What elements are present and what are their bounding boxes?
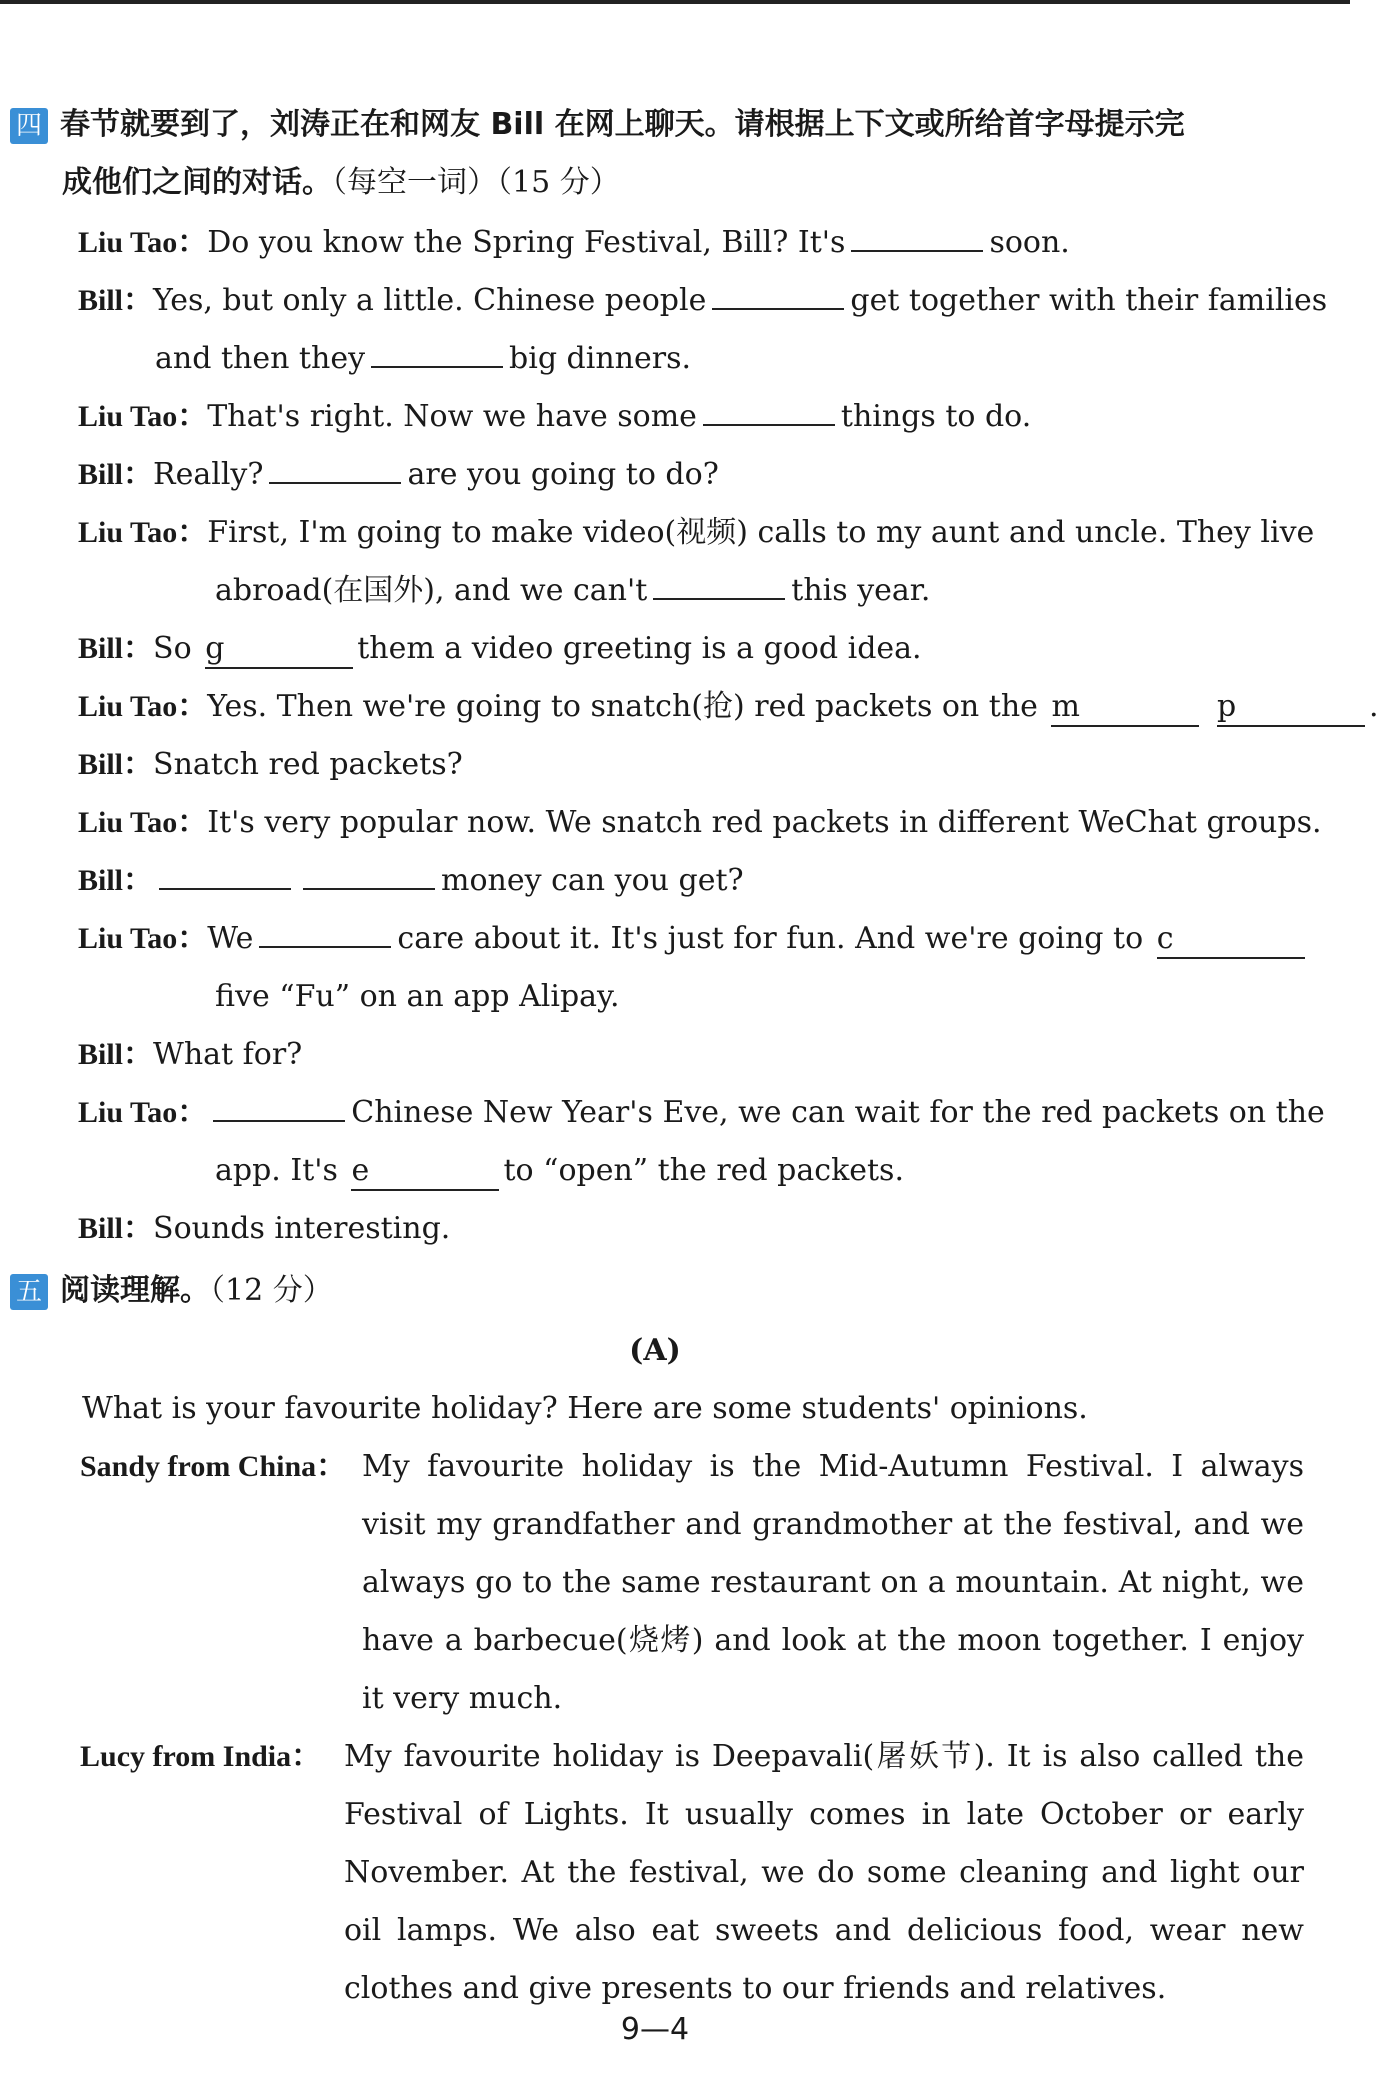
- dialogue-text: abroad(在国外), and we can't: [215, 573, 648, 608]
- dialogue-text: get together with their families: [850, 283, 1328, 318]
- speaker-liutao: Liu Tao：: [78, 806, 208, 839]
- answer-blank-11[interactable]: [303, 854, 435, 890]
- dialogue-line-1: [78, 214, 1310, 272]
- dialogue-text: big dinners.: [509, 341, 692, 376]
- answer-blank-12[interactable]: [259, 912, 391, 948]
- dialogue-line-6: [78, 620, 1310, 678]
- dialogue-text: are you going to do?: [407, 457, 719, 492]
- student-name: Lucy from India：: [80, 1740, 322, 1773]
- dialogue-text: It's very popular now. We snatch red packets in different WeChat groups.: [207, 805, 1322, 840]
- answer-blank-5[interactable]: [269, 448, 401, 484]
- answer-blank-3[interactable]: [371, 332, 503, 368]
- dialogue-line-4: [78, 446, 1310, 504]
- section-5-badge: 五: [10, 1274, 48, 1310]
- answer-blank-9[interactable]: p: [1217, 689, 1365, 727]
- dialogue-line-2-cont: [155, 330, 1310, 388]
- dialogue-text: money can you get?: [441, 863, 744, 898]
- dialogue-line-11: [78, 910, 1310, 968]
- dialogue-text: Yes. Then we're going to snatch(抢) red packets on the: [207, 689, 1038, 724]
- dialogue-text: care about it. It's just for fun. And we're going to: [397, 921, 1144, 956]
- speaker-liutao: Liu Tao：: [78, 516, 208, 549]
- dialogue-line-3: [78, 388, 1310, 446]
- answer-blank-7[interactable]: g: [205, 631, 353, 669]
- answer-blank-14[interactable]: [213, 1086, 345, 1122]
- speaker-liutao: Liu Tao：: [78, 922, 208, 955]
- dialogue-line-13-cont: [215, 1142, 1310, 1200]
- section-4-badge: 四: [10, 108, 48, 144]
- sandy-opinion: My favourite holiday is the Mid-Autumn Festival. I always visit my grandfather and grandmother at the festival, and we always go to the same restaurant on a mountain. At night, we have a barbecue(烧烤) and look at the moon together. I enjoy it very much.: [362, 1449, 1304, 1716]
- speaker-liutao: Liu Tao：: [78, 400, 208, 433]
- answer-blank-6[interactable]: [653, 564, 785, 600]
- dialogue-text: soon.: [989, 225, 1070, 260]
- dialogue-line-9: [78, 794, 1322, 852]
- dialogue-line-12: [78, 1026, 1310, 1084]
- dialogue-text: .: [1369, 689, 1379, 724]
- answer-blank-2[interactable]: [712, 274, 844, 310]
- section-4-title-cont: 成他们之间的对话。: [62, 165, 332, 200]
- dialogue-line-13: [78, 1084, 1325, 1142]
- speaker-bill: Bill：: [78, 864, 154, 897]
- speaker-bill: Bill：: [78, 1212, 154, 1245]
- section-5-title: 阅读理解。: [60, 1273, 210, 1308]
- section-4-header: [10, 96, 1185, 212]
- dialogue-text: So: [153, 631, 192, 666]
- answer-blank-1[interactable]: [851, 216, 983, 252]
- dialogue-line-7: [78, 678, 1379, 736]
- dialogue-text: five “Fu” on an app Alipay.: [215, 979, 620, 1014]
- speaker-liutao: Liu Tao：: [78, 1096, 208, 1129]
- student-name: Sandy from China：: [80, 1450, 347, 1483]
- page-number: 9—4: [620, 2012, 690, 2047]
- section-5-header: [10, 1262, 333, 1320]
- dialogue-text: What for?: [153, 1037, 303, 1072]
- dialogue-text: to “open” the red packets.: [503, 1153, 904, 1188]
- sandy-name: [80, 1438, 346, 1496]
- lucy-opinion: My favourite holiday is Deepavali(屠妖节). It is also called the Festival of Lights. It usually comes in late October or early November. At the festival, we do some cleaning and light our oil lamps. We also eat sweets and delicious food, wear new clothes and give presents to our friends and relatives.: [344, 1739, 1304, 2006]
- dialogue-line-2: [78, 272, 1328, 330]
- dialogue-text: We: [207, 921, 254, 956]
- dialogue-text: Yes, but only a little. Chinese people: [153, 283, 707, 318]
- dialogue-text: this year.: [791, 573, 931, 608]
- speaker-liutao: Liu Tao：: [78, 226, 208, 259]
- dialogue-text: That's right. Now we have some: [207, 399, 697, 434]
- passage-label: (A): [629, 1333, 681, 1368]
- speaker-bill: Bill：: [78, 748, 154, 781]
- dialogue-line-10: [78, 852, 1310, 910]
- passage-intro: What is your favourite holiday? Here are some students' opinions.: [82, 1391, 1088, 1426]
- dialogue-line-5: [78, 504, 1315, 562]
- dialogue-text: Sounds interesting.: [153, 1211, 451, 1246]
- dialogue-text: Really?: [153, 457, 264, 492]
- speaker-bill: Bill：: [78, 632, 154, 665]
- speaker-liutao: Liu Tao：: [78, 690, 208, 723]
- answer-blank-10[interactable]: [159, 854, 291, 890]
- dialogue-text: and then they: [155, 341, 366, 376]
- section-4-title: 春节就要到了，刘涛正在和网友 Bill 在网上聊天。请根据上下文或所给首字母提示完: [60, 107, 1185, 142]
- dialogue-text: Chinese New Year's Eve, we can wait for the red packets on the: [351, 1095, 1325, 1130]
- dialogue-line-14: [78, 1200, 1310, 1258]
- dialogue-line-11-cont: [215, 968, 1310, 1026]
- dialogue-text: things to do.: [840, 399, 1032, 434]
- speaker-bill: Bill：: [78, 1038, 154, 1071]
- section-4-note: （每空一词）（15 分）: [332, 165, 620, 200]
- section-5-note: （12 分）: [210, 1273, 333, 1308]
- speaker-bill: Bill：: [78, 284, 154, 317]
- dialogue-text: Snatch red packets?: [153, 747, 463, 782]
- dialogue-line-5-cont: [215, 562, 1310, 620]
- dialogue-text: them a video greeting is a good idea.: [357, 631, 922, 666]
- answer-blank-15[interactable]: e: [351, 1153, 499, 1191]
- dialogue-text: First, I'm going to make video(视频) calls to my aunt and uncle. They live: [207, 515, 1315, 550]
- dialogue-text: Do you know the Spring Festival, Bill? It's: [207, 225, 846, 260]
- dialogue-line-8: [78, 736, 1310, 794]
- speaker-bill: Bill：: [78, 458, 154, 491]
- answer-blank-4[interactable]: [703, 390, 835, 426]
- answer-blank-13[interactable]: c: [1157, 921, 1305, 959]
- answer-blank-8[interactable]: m: [1051, 689, 1199, 727]
- dialogue-text: app. It's: [215, 1153, 338, 1188]
- lucy-name: [80, 1728, 321, 1786]
